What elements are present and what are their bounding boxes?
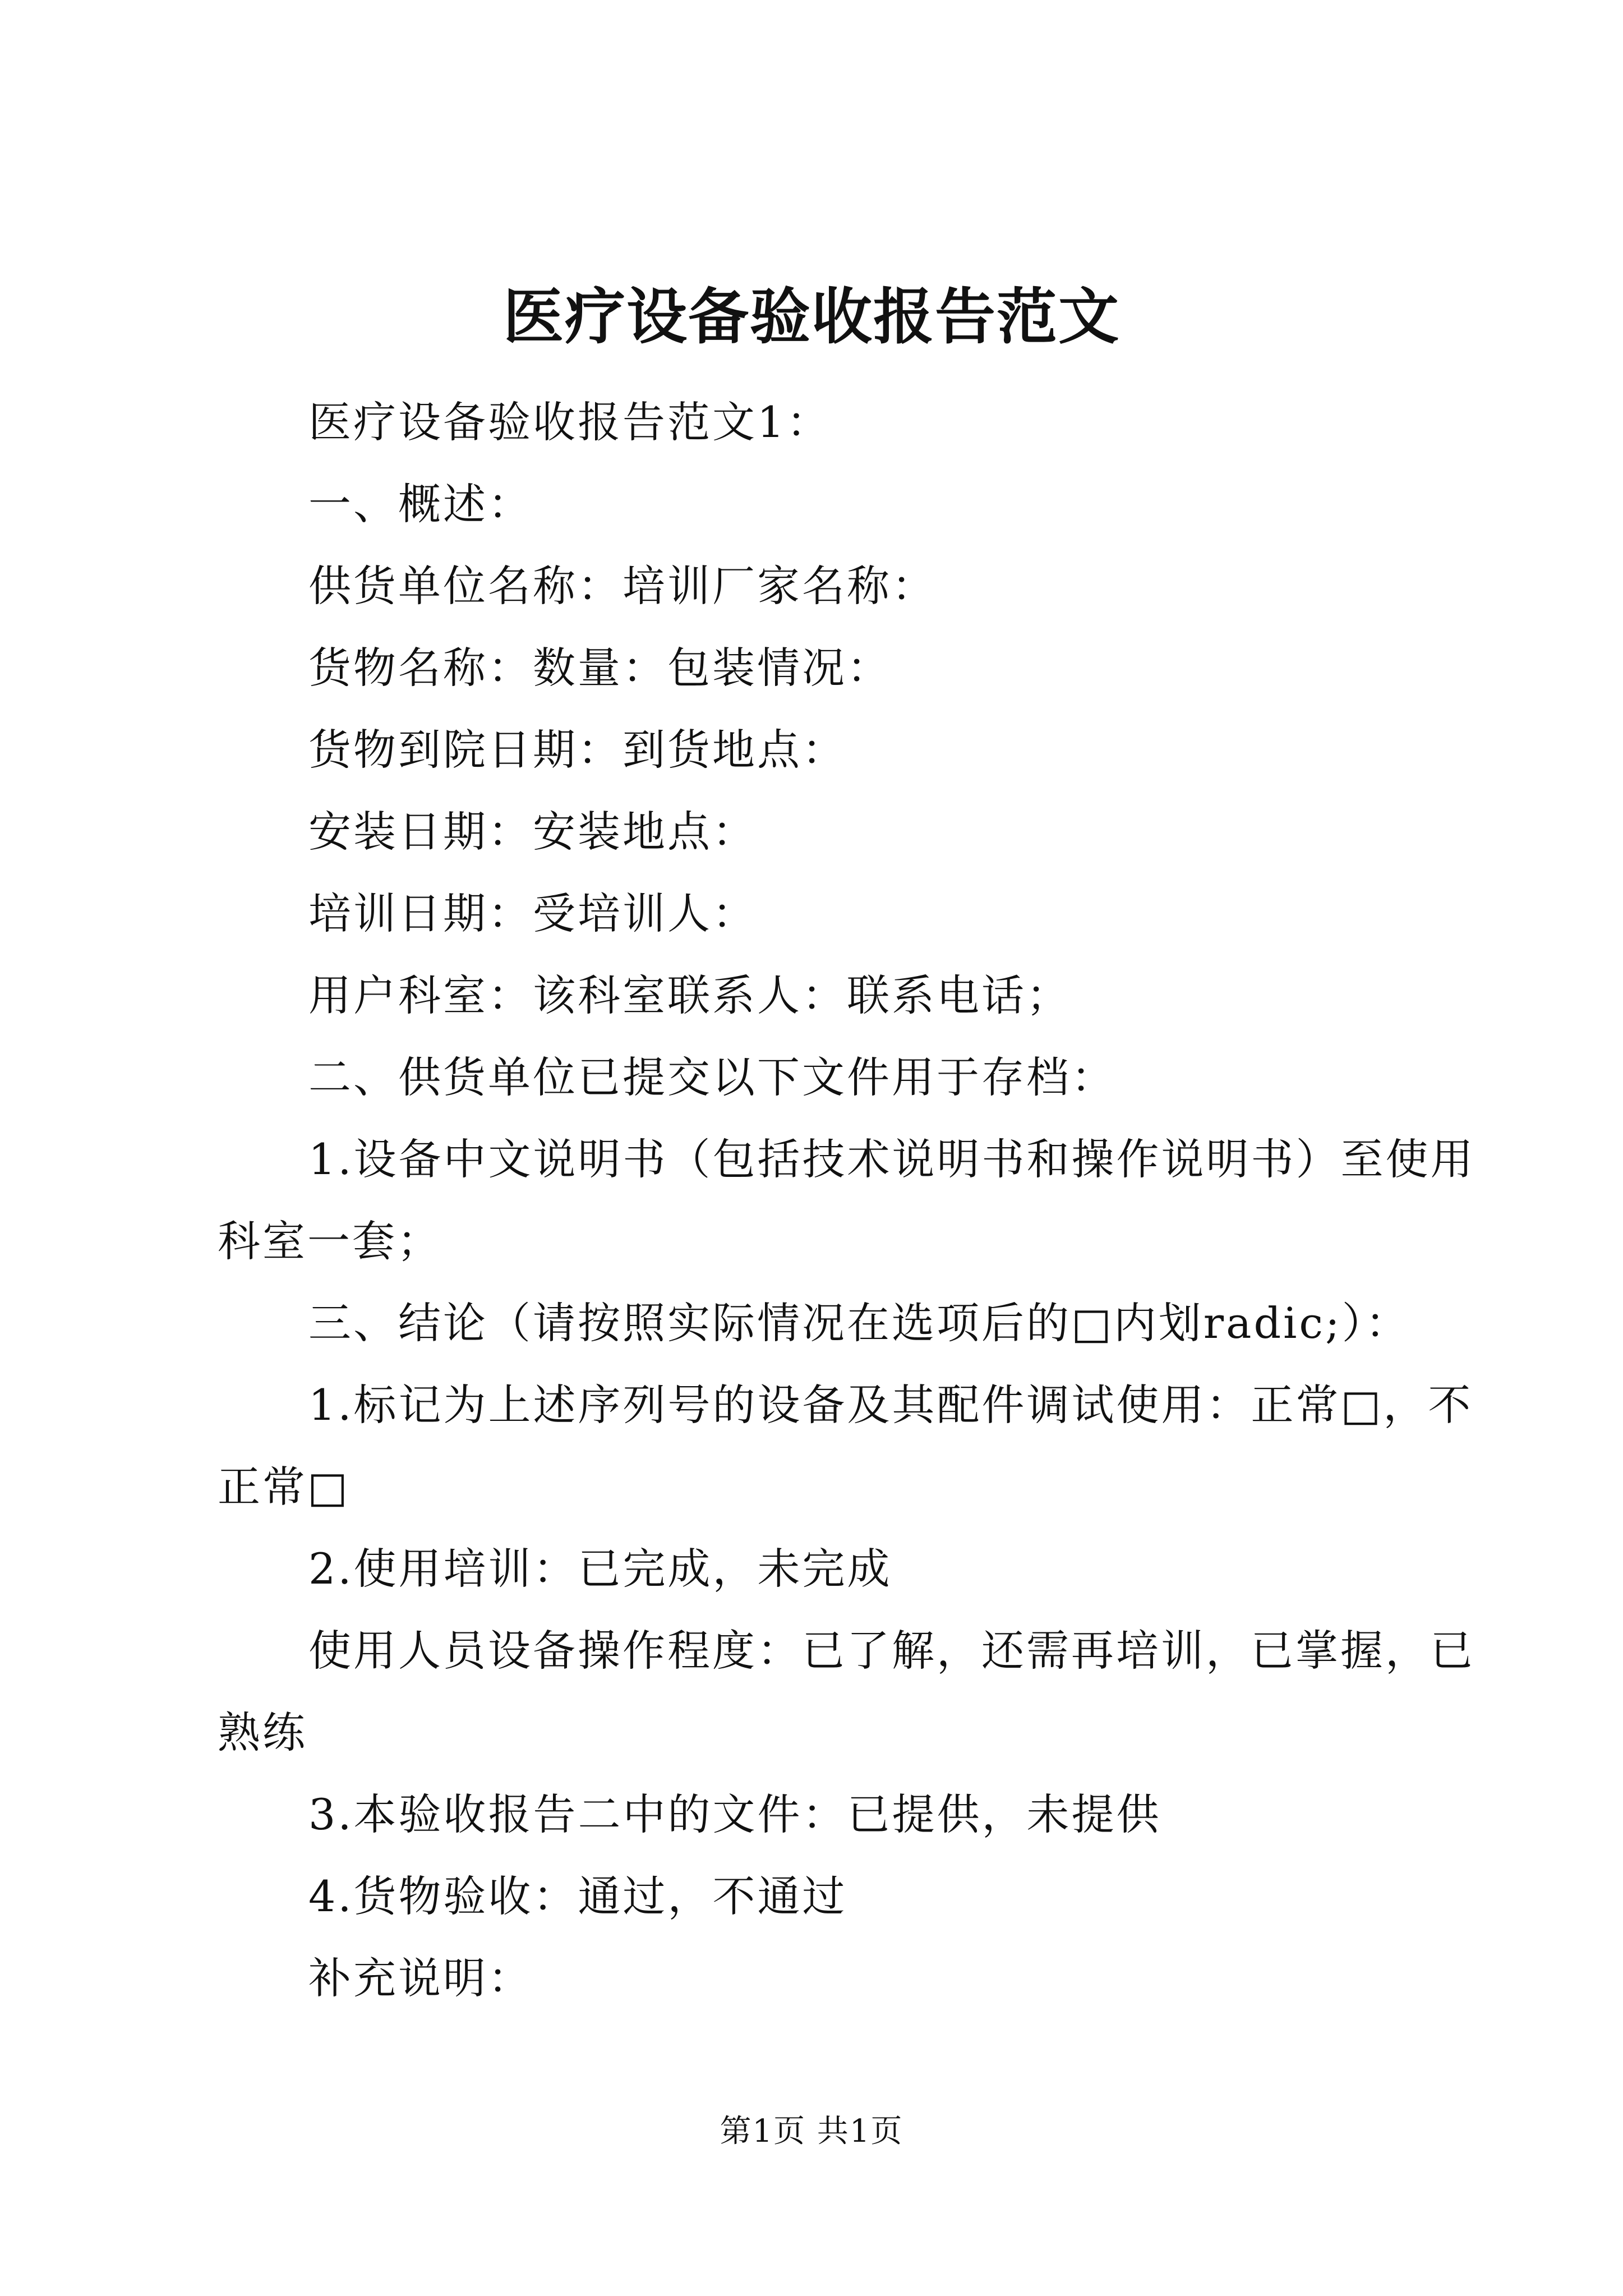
paragraph-line: 供货单位名称：培训厂家名称： — [308, 561, 937, 611]
paragraph-line-continued: 科室一套； — [218, 1216, 442, 1266]
paragraph-line: 使用人员设备操作程度：已了解，还需再培训，已掌握，已 — [308, 1626, 1475, 1676]
paragraph-line: 培训日期：受培训人： — [308, 889, 757, 938]
paragraph-line: 安装日期：安装地点： — [308, 807, 757, 857]
paragraph-line: 货物到院日期：到货地点： — [308, 725, 847, 775]
paragraph-line: 补充说明： — [308, 1953, 533, 2003]
section-heading-overview: 一、概述： — [308, 479, 533, 529]
paragraph-line: 医疗设备验收报告范文1： — [308, 397, 832, 447]
paragraph-line: 1.标记为上述序列号的设备及其配件调试使用：正常□，不 — [308, 1380, 1473, 1430]
paragraph-line-continued: 正常□ — [218, 1462, 350, 1512]
paragraph-line: 货物名称：数量：包装情况： — [308, 643, 892, 693]
paragraph-line: 2.使用培训：已完成，未完成 — [308, 1544, 892, 1594]
paragraph-line: 4.货物验收：通过，不通过 — [308, 1871, 847, 1921]
paragraph-line: 1.设备中文说明书（包括技术说明书和操作说明书）至使用 — [308, 1134, 1476, 1184]
paragraph-line: 用户科室：该科室联系人：联系电话； — [308, 970, 1071, 1020]
section-heading-documents: 二、供货单位已提交以下文件用于存档： — [308, 1052, 1116, 1102]
document-body — [218, 381, 1476, 2019]
paragraph-line-continued: 熟练 — [218, 1708, 307, 1757]
page-number-footer: 第1页 共1页 — [720, 2113, 903, 2150]
document-title: 医疗设备验收报告范文 — [502, 282, 1120, 352]
paragraph-line: 3.本验收报告二中的文件：已提供，未提供 — [308, 1789, 1161, 1839]
section-heading-conclusion: 三、结论（请按照实际情况在选项后的□内划radic;）： — [308, 1298, 1410, 1348]
